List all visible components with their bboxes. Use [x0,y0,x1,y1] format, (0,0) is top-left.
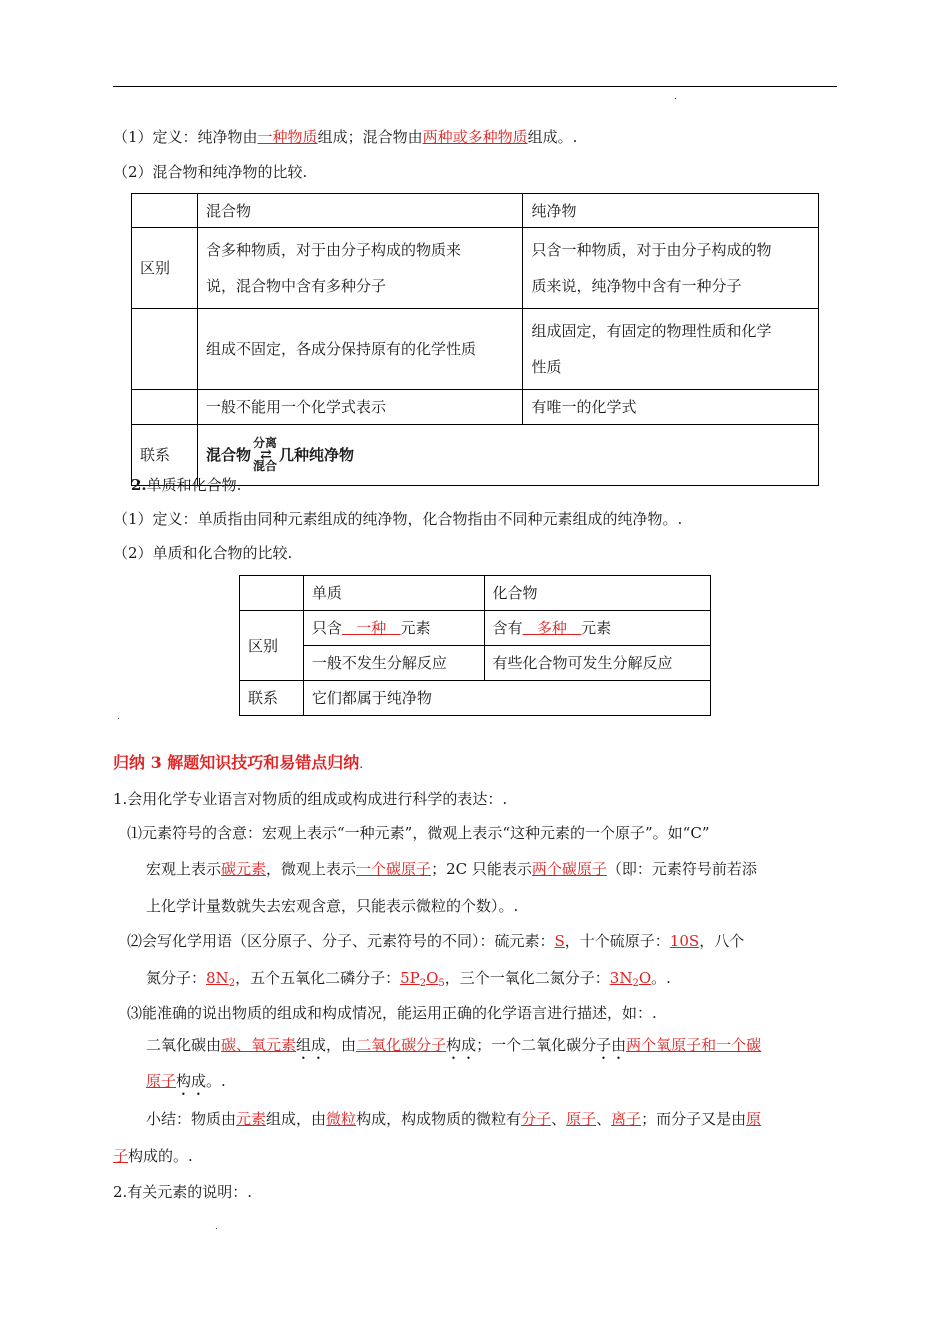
table2-cell: 一般不发生分解反应 [303,646,484,681]
pure-mixture-definition: （1）定义：纯净物由一种物质组成；混合物由两种或多种物质组成。. [113,128,578,146]
item1-line-c: 上化学计量数就失去宏观含意，只能表示微粒的个数）。. [146,897,519,915]
mixture-separation-diagram: 混合物 分离 ⇄ 混合 几种纯净物 [205,436,354,473]
table1-row-label-empty [132,309,198,390]
table2-relation-cell: 它们都属于纯净物 [303,681,710,716]
table1-row-label-difference: 区别 [132,228,198,309]
section3-heading: 归纳 3 解题知识技巧和易错点归纳. [113,753,364,772]
table2-cell: 只含 一种 元素 [303,611,484,646]
summary-line-a: 小结：物质由元素组成，由微粒构成，构成物质的微粒有分子、原子、离子；而分子又是由原 [146,1110,762,1128]
item1-line-b: 宏观上表示碳元素，微观上表示一个碳原子；2C 只能表示两个碳原子（即：元素符号前若添 [146,860,757,878]
table1-head-pure: 纯净物 [523,194,819,228]
table1-row-label-relation: 联系 [132,425,198,486]
point2-title: 2.有关元素的说明：. [113,1183,253,1201]
table2-corner [240,576,304,611]
item1-line-a: ⑴元素符号的含意：宏观上表示“一种元素”，微观上表示“这种元素的一个原子”。如“C” [127,824,710,842]
item3-line-c: 原子构成。. [146,1072,226,1090]
table2-head-compound: 化合物 [484,576,711,611]
item3-line-b: 二氧化碳由碳、氧元素组成，由二氧化碳分子构成；一个二氧化碳分子由两个氧原子和一个碳 [146,1036,762,1054]
table1-relation-cell [197,425,818,486]
element-compound-definition: （1）定义：单质指由同种元素组成的纯净物，化合物指由不同种元素组成的纯净物。. [113,510,683,528]
mixture-comparison-title: （2）混合物和纯净物的比较. [113,163,308,181]
element-compound-comparison-title: （2）单质和化合物的比较. [113,544,293,562]
table1-cell: 含多种物质，对于由分子构成的物质来 说，混合物中含有多种分子 [197,228,523,309]
table2-head-element: 单质 [303,576,484,611]
table1-row-label-empty [132,390,198,425]
table1-corner [132,194,198,228]
table1-head-mixture: 混合物 [197,194,523,228]
summary-line-b: 子构成的。. [113,1147,193,1165]
item3-line-a: ⑶能准确的说出物质的组成和构成情况，能运用正确的化学语言进行描述，如：. [127,1004,657,1022]
table1-cell: 有唯一的化学式 [523,390,819,425]
table2-row-label-difference: 区别 [240,611,304,681]
header-rule [113,86,837,87]
reversible-arrow-icon: 分离 ⇄ 混合 [252,436,277,473]
header-dot: . [674,92,677,102]
end-dot: . [215,1222,218,1232]
table1-cell: 组成不固定，各成分保持原有的化学性质 [197,309,523,390]
element-compound-table [239,575,711,716]
item2-line-a: ⑵会写化学用语（区分原子、分子、元素符号的不同）：硫元素：S，十个硫原子：10S，八个 [127,932,745,950]
table2-cell: 有些化合物可发生分解反应 [484,646,711,681]
point1-title: 1.会用化学专业语言对物质的组成或构成进行科学的表达：. [113,790,508,808]
table2-cell: 含有 多种 元素 [484,611,711,646]
mixture-pure-table [131,193,819,486]
table1-cell: 组成固定，有固定的物理性质和化学 性质 [523,309,819,390]
section2-title: 2.单质和化合物. [131,476,242,494]
table2-row-label-relation: 联系 [240,681,304,716]
table1-cell: 一般不能用一个化学式表示 [197,390,523,425]
item2-line-b: 氮分子：$8N_2$，五个五氧化二磷分子：$5P_2O_5$，三个一氧化二氮分子：$3N_2O$。. [146,969,671,989]
table1-cell: 只含一种物质，对于由分子构成的物 质来说，纯净物中含有一种分子 [523,228,819,309]
paragraph-dot: . [117,712,120,722]
